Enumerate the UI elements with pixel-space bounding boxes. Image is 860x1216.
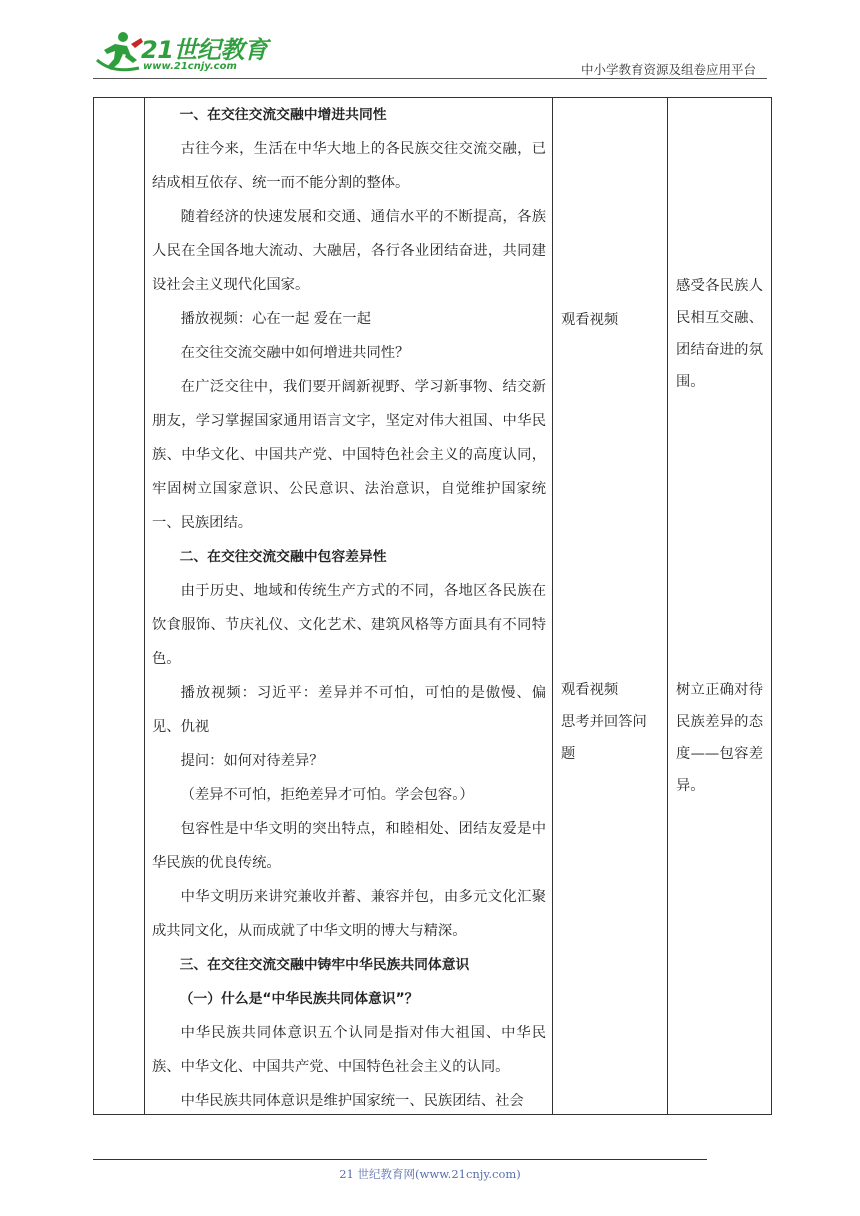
content-paragraph: 由于历史、地域和传统生产方式的不同，各地区各民族在饮食服饰、节庆礼仪、文化艺术、建筑风格等方面具有不同特色。: [152, 583, 546, 667]
content-paragraph: 中华民族共同体意识五个认同是指对伟大祖国、中华民族、中华文化、中国共产党、中国特色社会主义的认同。: [152, 1025, 546, 1075]
runner-logo-icon: [93, 30, 145, 76]
student-activity-cell: [553, 98, 668, 1115]
page-header: [0, 0, 860, 82]
student-activity-1: 观看视频: [561, 312, 619, 328]
design-intent-2: 树立正确对待民族差异的态度——包容差异。: [676, 682, 763, 794]
design-intent-cell: [668, 98, 772, 1115]
content-paragraph: 包容性是中华文明的突出特点，和睦相处、团结友爱是中华民族的优良传统。: [152, 821, 546, 871]
logo-url: www.21cnjy.com: [143, 61, 237, 72]
design-intent-1: 感受各民族人民相互交融、团结奋进的氛围。: [676, 278, 763, 390]
student-activity-2: 观看视频 思考并回答问题: [561, 682, 647, 762]
stage-cell: [94, 98, 145, 1115]
site-logo[interactable]: [93, 30, 293, 78]
section2-title: 二、在交往交流交融中包容差异性: [179, 549, 387, 565]
section1-title: 一、在交往交流交融中增进共同性: [179, 107, 387, 123]
question: 在交往交流交融中如何增进共同性？: [180, 345, 410, 361]
subsection1-title: （一）什么是“中华民族共同体意识”？: [179, 991, 419, 1007]
footer-divider: [93, 1159, 707, 1160]
section3-title: 三、在交往交流交融中铸牢中华民族共同体意识: [179, 957, 470, 973]
answer-note: （差异不可怕，拒绝差异才可怕。学会包容。）: [180, 787, 474, 803]
header-divider: [93, 78, 767, 79]
lesson-plan-table: [93, 97, 772, 1115]
footer-link[interactable]: 21 世纪教育网(www.21cnjy.com): [339, 1167, 521, 1181]
teaching-content-cell: [145, 98, 553, 1115]
question: 提问：如何对待差异？: [180, 753, 324, 769]
logo-text: 21世纪教育: [141, 36, 268, 64]
content-paragraph: 古往今来，生活在中华大地上的各民族交往交流交融，已结成相互依存、统一而不能分割的整体。: [152, 141, 546, 191]
video-note: 播放视频：心在一起 爱在一起: [180, 311, 371, 327]
content-paragraph: 中华文明历来讲究兼收并蓄、兼容并包，由多元文化汇聚成共同文化，从而成就了中华文明的博大与精深。: [152, 889, 546, 939]
video-note: 播放视频：习近平：差异并不可怕，可怕的是傲慢、偏见、仇视: [152, 685, 546, 735]
content-paragraph: 在广泛交往中，我们要开阔新视野、学习新事物、结交新朋友，学习掌握国家通用语言文字，坚定对伟大祖国、中华民族、中华文化、中国共产党、中国特色社会主义的高度认同，牢固树立国家意识、公民意识、法治意识，自觉维护国家统一、民族团结。: [152, 379, 546, 531]
content-paragraph: 随着经济的快速发展和交通、通信水平的不断提高，各族人民在全国各地大流动、大融居，各行各业团结奋进，共同建设社会主义现代化国家。: [152, 209, 546, 293]
content-paragraph: 中华民族共同体意识是维护国家统一、民族团结、社会: [180, 1093, 524, 1109]
header-tagline: 中小学教育资源及组卷应用平台: [580, 62, 756, 77]
